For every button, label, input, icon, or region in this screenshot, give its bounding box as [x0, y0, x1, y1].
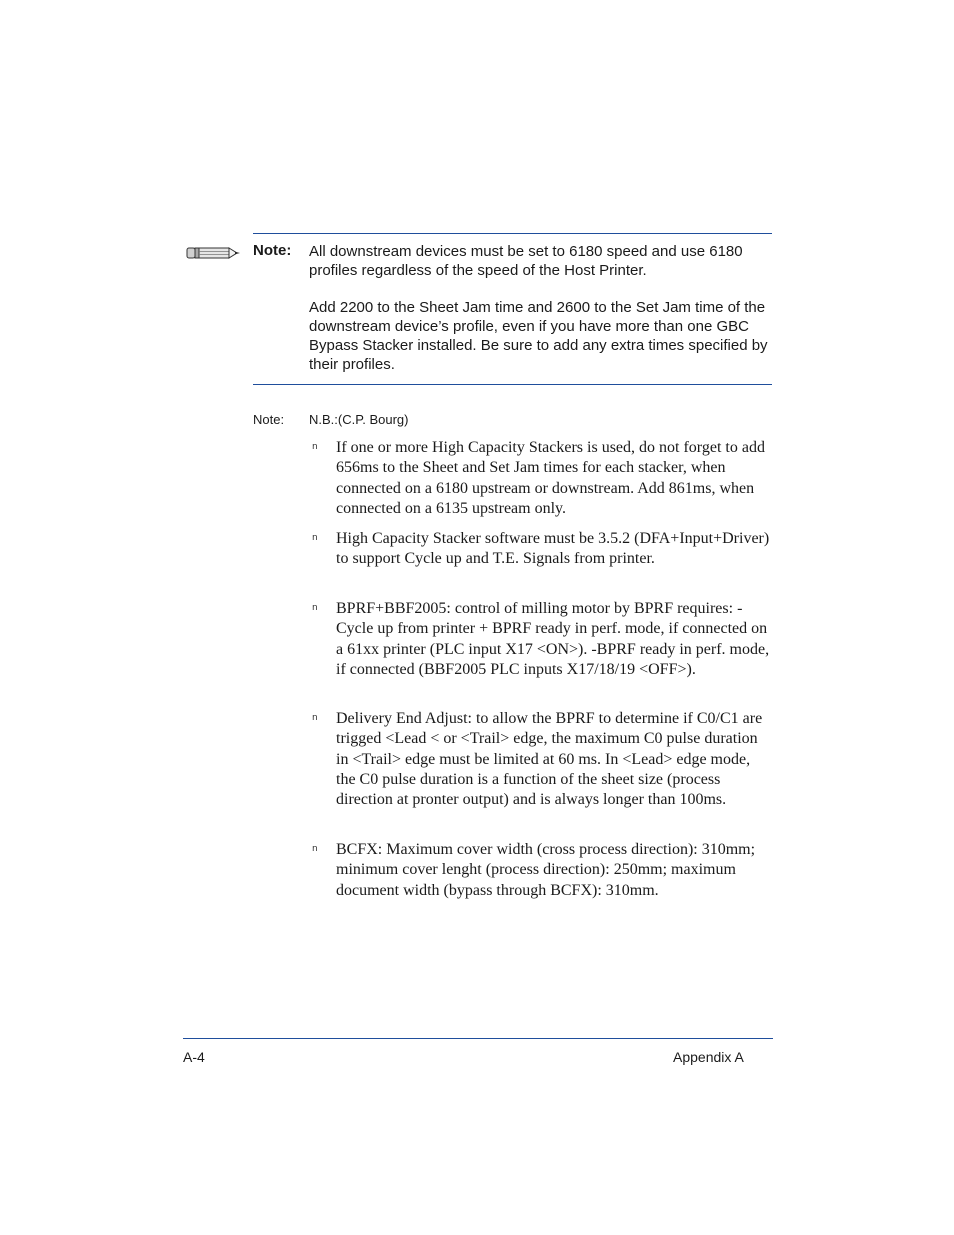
nb-note-text: N.B.:(C.P. Bourg) [309, 412, 409, 427]
bullet-icon: n [312, 844, 318, 854]
nb-note-label: Note: [253, 412, 285, 427]
list-item [312, 438, 772, 519]
note-top-rule [253, 233, 772, 234]
list-item-text: BPRF+BBF2005: control of milling motor by BPRF requires: -Cycle up from printer + BPRF ready in perf. mode, if connected on a 61xx printer (PLC input X17 <ON>). -BPRF ready in perf. mode, if connected (BBF2005 PLC inputs X17/18/19 <OFF>). [336, 600, 770, 678]
list-item-text: If one or more High Capacity Stackers is used, do not forget to add 656ms to the Sheet and Set Jam times for each stacker, when connected on a 6180 upstream or downstream. Add 861ms, when connected on a 6135 upstream only. [336, 439, 765, 517]
bullet-icon: n [312, 713, 318, 723]
bullet-icon: n [312, 533, 318, 543]
note-label: Note: [253, 242, 292, 259]
list-item [312, 529, 772, 570]
footer-section-title: Appendix A [673, 1049, 744, 1065]
note-paragraph: Add 2200 to the Sheet Jam time and 2600 to the Set Jam time of the downstream device’s profile, even if you have more than one GBC Bypass Stacker installed. Be sure to add any extra times specified by their profiles. [309, 299, 768, 373]
bullet-icon: n [312, 603, 318, 613]
footer-rule [183, 1038, 773, 1039]
note-paragraph: All downstream devices must be set to 6180 speed and use 6180 profiles regardless of the speed of the Host Printer. [309, 243, 743, 279]
bullet-icon: n [312, 442, 318, 452]
list-item-text: Delivery End Adjust: to allow the BPRF to determine if C0/C1 are trigged <Lead < or <Trail> edge, the maximum C0 pulse duration in <Trail> edge must be limited at 60 ms. In <Lead> edge mode, the C0 pulse duration is a function of the sheet size (process direction at pronter output) and is always longer than 100ms. [336, 710, 763, 809]
list-item-text: BCFX: Maximum cover width (cross process direction): 310mm; minimum cover lenght (process direction): 250mm; maximum document width (bypass through BCFX): 310mm. [336, 841, 756, 899]
list-item [312, 840, 772, 901]
list-item-text: High Capacity Stacker software must be 3.5.2 (DFA+Input+Driver) to support Cycle up and T.E. Signals from printer. [336, 530, 770, 568]
list-item [312, 709, 772, 810]
note-bottom-rule [253, 384, 772, 385]
list-item [312, 599, 772, 680]
pencil-icon [186, 246, 242, 260]
page-number: A-4 [183, 1049, 205, 1065]
